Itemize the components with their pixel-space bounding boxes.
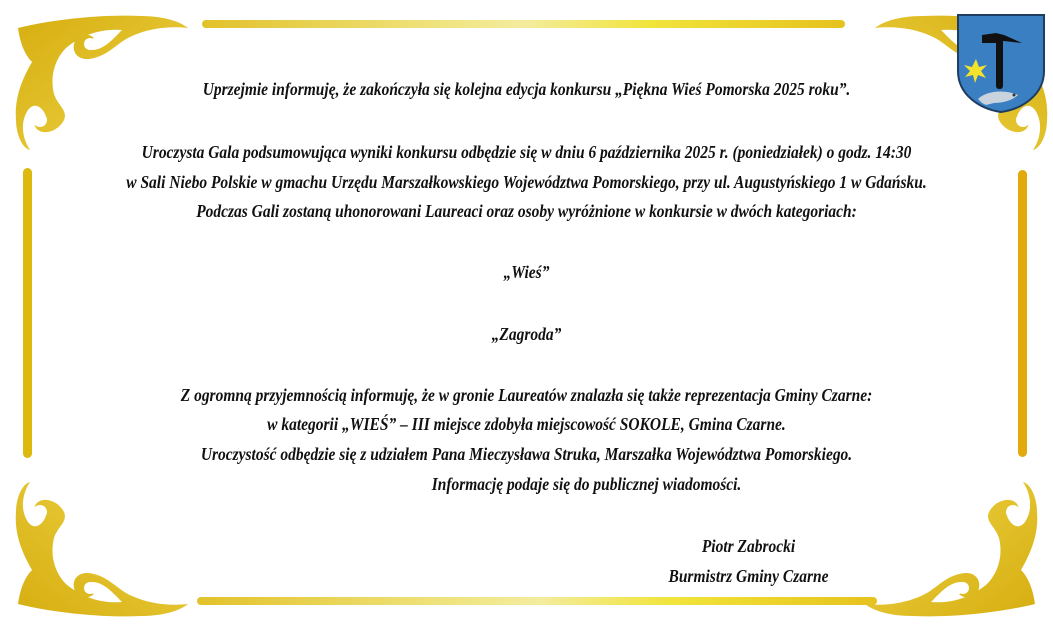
result-line-3: Uroczystość odbędzie się z udziałem Pana Mieczysława Struka, Marszałka Województwa Pomorskiego. bbox=[200, 444, 853, 464]
frame-bottom-bar bbox=[197, 597, 877, 605]
gala-line-3: Podczas Gali zostaną uhonorowani Laureaci oraz osoby wyróżnione w konkursie w dwóch kategoriach: bbox=[196, 201, 857, 221]
intro-text: Uprzejmie informuję, że zakończyła się kolejna edycja konkursu „Piękna Wieś Pomorska 2025 roku”. bbox=[202, 79, 851, 99]
frame-left-bar bbox=[23, 168, 32, 458]
category-wies: „Wieś” bbox=[503, 262, 550, 282]
category-zagroda: „Zagroda” bbox=[491, 324, 562, 344]
frame-right-bar bbox=[1018, 170, 1027, 457]
signature-title: Burmistrz Gminy Czarne bbox=[668, 566, 829, 586]
signature-name: Piotr Zabrocki bbox=[701, 536, 796, 556]
frame-top-bar bbox=[202, 20, 845, 28]
result-line-2: w kategorii „WIEŚ” – III miejsce zdobyła miejscowość SOKOLE, Gmina Czarne. bbox=[267, 414, 786, 434]
gala-line-2: w Sali Niebo Polskie w gmachu Urzędu Marszałkowskiego Województwa Pomorskiego, przy ul. Augustyńskiego 1 w Gdańsku. bbox=[126, 172, 927, 192]
gala-line-1: Uroczysta Gala podsumowująca wyniki konkursu odbędzie się w dniu 6 października 2025 r. (poniedziałek) o godz. 14:30 bbox=[141, 142, 912, 162]
result-line-1: Z ogromną przyjemnością informuję, że w gronie Laureatów znalazła się także reprezentacja Gminy Czarne: bbox=[180, 385, 873, 405]
result-line-4: Informację podaje się do publicznej wiadomości. bbox=[431, 474, 742, 494]
